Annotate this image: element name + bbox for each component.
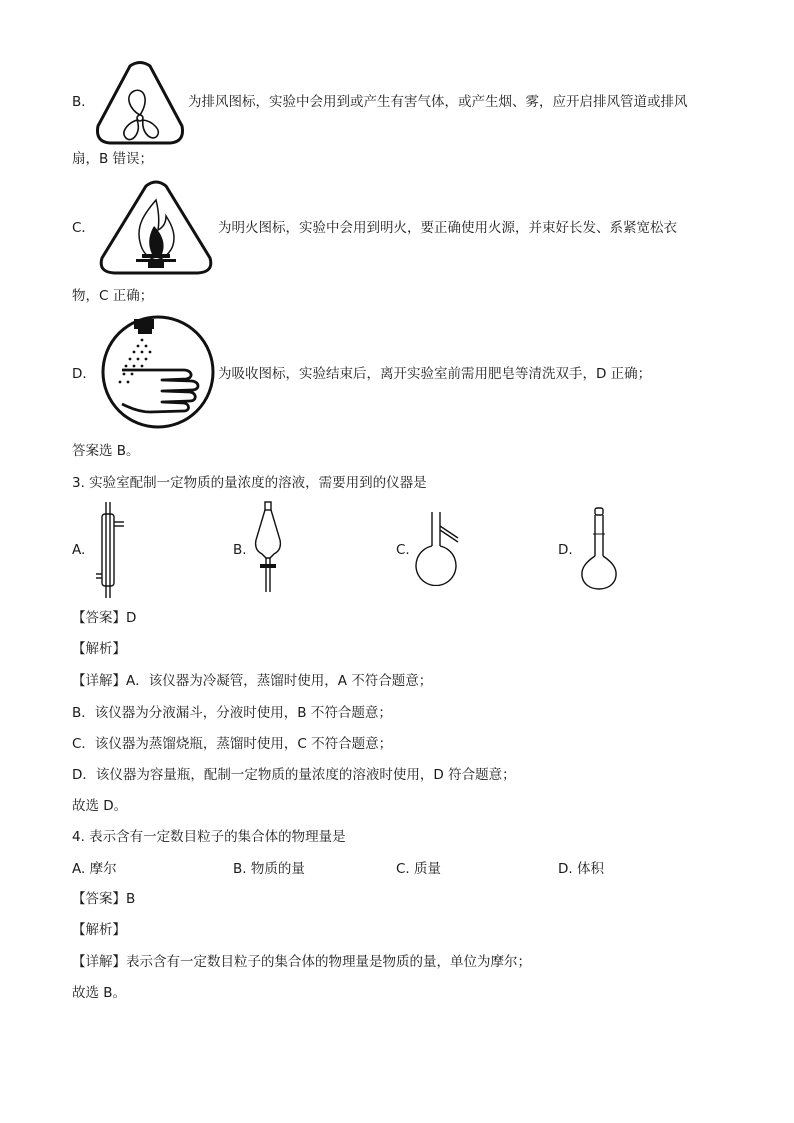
- q3-answer: 【答案】D: [72, 610, 137, 626]
- q4-analysis: 【解析】: [72, 922, 126, 938]
- q4-option-d: D. 体积: [558, 861, 604, 877]
- q4-conclusion: 故选 B。: [72, 985, 127, 1001]
- q3-detail-2: B．该仪器为分液漏斗，分液时使用，B 不符合题意；: [72, 705, 392, 721]
- q4-option-c: C. 质量: [396, 861, 442, 877]
- option-d-letter: D．: [72, 366, 96, 382]
- hand-wash-icon: [100, 314, 216, 430]
- q3-conclusion: 故选 D。: [72, 798, 128, 814]
- distilling-flask-icon: [412, 508, 468, 586]
- q4-answer: 【答案】B: [72, 891, 136, 907]
- q4-option-b: B. 物质的量: [233, 861, 305, 877]
- q3-option-b-label: B.: [233, 542, 247, 558]
- q3-option-d-label: D.: [558, 542, 573, 558]
- condenser-icon: [94, 500, 128, 600]
- q2-answer: 答案选 B。: [72, 443, 140, 459]
- separatory-funnel-icon: [250, 500, 286, 596]
- q3-analysis: 【解析】: [72, 641, 126, 657]
- option-c-letter: C．: [72, 220, 95, 236]
- q4-option-a: A. 摩尔: [72, 861, 117, 877]
- volumetric-flask-icon: [578, 506, 620, 592]
- flame-icon: [96, 178, 216, 276]
- q3-detail-4: D．该仪器为容量瓶，配制一定物质的量浓度的溶液时使用，D 符合题意；: [72, 767, 516, 783]
- q3-option-c-label: C.: [396, 542, 410, 558]
- q4-stem: 4. 表示含有一定数目粒子的集合体的物理量是: [72, 829, 346, 845]
- q3-detail-1: 【详解】A．该仪器为冷凝管，蒸馏时使用，A 不符合题意；: [72, 673, 433, 689]
- q3-detail-3: C．该仪器为蒸馏烧瓶，蒸馏时使用，C 不符合题意；: [72, 736, 393, 752]
- option-c-text: 为明火图标，实验中会用到明火，要正确使用火源，并束好长发、系紧宽松衣: [218, 220, 677, 236]
- option-d-text: 为吸收图标，实验结束后，离开实验室前需用肥皂等清洗双手，D 正确；: [218, 366, 652, 382]
- option-b-letter: B．: [72, 94, 95, 110]
- option-c-cont: 物，C 正确；: [72, 288, 154, 304]
- option-b-cont: 扇，B 错误；: [72, 151, 154, 167]
- q3-stem: 3. 实验室配制一定物质的量浓度的溶液，需要用到的仪器是: [72, 475, 427, 491]
- q3-option-a-label: A.: [72, 542, 86, 558]
- option-b-text: 为排风图标，实验中会用到或产生有害气体，或产生烟、雾，应开启排风管道或排风: [188, 94, 688, 110]
- fan-icon: [94, 60, 186, 146]
- q4-detail: 【详解】表示含有一定数目粒子的集合体的物理量是物质的量，单位为摩尔；: [72, 954, 531, 970]
